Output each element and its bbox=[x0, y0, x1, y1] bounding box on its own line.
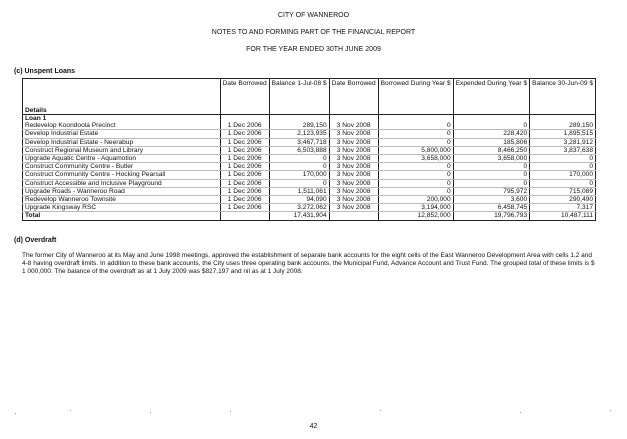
item-balance-close: 0 bbox=[530, 155, 596, 163]
total-label: Total bbox=[23, 212, 221, 220]
item-expended-during: 3,600 bbox=[453, 196, 530, 204]
group-label: Loan 1 bbox=[23, 115, 221, 123]
item-date-borrowed: 1 Dec 2006 bbox=[220, 179, 269, 187]
item-borrowed-during: 0 bbox=[378, 171, 453, 179]
item-date: 3 Nov 2008 bbox=[329, 187, 378, 195]
table-row bbox=[23, 130, 596, 138]
item-balance-close: 715,089 bbox=[530, 187, 596, 195]
item-borrowed-during: 0 bbox=[378, 179, 453, 187]
item-borrowed-during: 0 bbox=[378, 138, 453, 146]
item-expended-during: 185,806 bbox=[453, 138, 530, 146]
item-date: 3 Nov 2008 bbox=[329, 138, 378, 146]
report-org-title: CITY OF WANNEROO bbox=[277, 12, 350, 19]
item-balance-close: 0 bbox=[530, 179, 596, 187]
col-header-balance-close: Balance 30-Jun-09 $ bbox=[530, 79, 596, 115]
report-period-title: FOR THE YEAR ENDED 30TH JUNE 2009 bbox=[246, 46, 381, 53]
table-row bbox=[23, 179, 596, 187]
item-balance-close: 1,895,515 bbox=[530, 130, 596, 138]
section-c-title: (c) Unspent Loans bbox=[14, 68, 76, 75]
report-notes-title: NOTES TO AND FORMING PART OF THE FINANCIAL REPORT bbox=[211, 29, 416, 36]
item-balance-open: 0 bbox=[269, 179, 329, 187]
item-borrowed-during: 3,194,000 bbox=[378, 204, 453, 212]
item-balance-open: 6,503,888 bbox=[269, 146, 329, 154]
col-header-expended-during: Expended During Year $ bbox=[453, 79, 530, 115]
col-header-date: Date Borrowed bbox=[329, 79, 378, 115]
item-date: 3 Nov 2008 bbox=[329, 155, 378, 163]
item-borrowed-during: 0 bbox=[378, 163, 453, 171]
item-balance-open: 170,000 bbox=[269, 171, 329, 179]
item-details: Construct Regional Museum and Library bbox=[23, 146, 221, 154]
item-expended-during: 0 bbox=[453, 122, 530, 130]
item-balance-open: 94,090 bbox=[269, 196, 329, 204]
item-balance-close: 290,490 bbox=[530, 196, 596, 204]
item-details: Upgrade Kingsway RSC bbox=[23, 204, 221, 212]
item-details: Develop Industrial Estate - Neerabup bbox=[23, 138, 221, 146]
table-body bbox=[23, 115, 596, 212]
scan-speck bbox=[150, 412, 151, 413]
table-row bbox=[23, 163, 596, 171]
item-expended-during: 8,466,250 bbox=[453, 146, 530, 154]
item-balance-close: 289,150 bbox=[530, 122, 596, 130]
item-date-borrowed: 1 Dec 2006 bbox=[220, 146, 269, 154]
item-details: Construct Community Centre - Hocking Pearsall bbox=[23, 171, 221, 179]
item-date-borrowed: 1 Dec 2006 bbox=[220, 130, 269, 138]
item-expended-during: 0 bbox=[453, 171, 530, 179]
overdraft-paragraph: The former City of Wanneroo at its May and June 1998 meetings, approved the establishment of separate bank accounts for the eight cells of the East Wanneroo Development Area with cells 1,2 and 4-8 having overdraft limits. In addition to these bank accounts, the City uses three operating bank accounts, the Municipal Fund, Advance Account and Trust Fund. The grouped total of these limits is $ 1 000,000. The balance of the overdraft as at 1 July 2009 was $827,197 and nil as at 1 July 2008. bbox=[22, 252, 595, 275]
section-d-title: (d) Overdraft bbox=[14, 237, 57, 244]
scan-speck bbox=[70, 410, 71, 411]
item-expended-during: 795,972 bbox=[453, 187, 530, 195]
item-borrowed-during: 3,658,000 bbox=[378, 155, 453, 163]
item-balance-close: 7,317 bbox=[530, 204, 596, 212]
item-balance-open: 3,272,062 bbox=[269, 204, 329, 212]
group-row bbox=[23, 115, 596, 123]
item-expended-during: 6,458,745 bbox=[453, 204, 530, 212]
table-row bbox=[23, 187, 596, 195]
item-details: Upgrade Aquatic Centre - Aquamotion bbox=[23, 155, 221, 163]
item-borrowed-during: 0 bbox=[378, 130, 453, 138]
col-header-balance-open: Balance 1-Jul-08 $ bbox=[269, 79, 329, 115]
item-date: 3 Nov 2008 bbox=[329, 122, 378, 130]
table-header-row bbox=[23, 79, 596, 115]
item-date: 3 Nov 2008 bbox=[329, 171, 378, 179]
item-expended-during: 228,420 bbox=[453, 130, 530, 138]
item-date: 3 Nov 2008 bbox=[329, 146, 378, 154]
item-balance-close: 0 bbox=[530, 163, 596, 171]
item-borrowed-during: 5,800,000 bbox=[378, 146, 453, 154]
item-balance-close: 3,837,638 bbox=[530, 146, 596, 154]
item-balance-open: 289,150 bbox=[269, 122, 329, 130]
item-date: 3 Nov 2008 bbox=[329, 130, 378, 138]
scan-speck bbox=[380, 410, 381, 411]
total-expended-during: 19,796,793 bbox=[453, 212, 530, 220]
unspent-loans-table bbox=[22, 78, 596, 221]
item-expended-during: 0 bbox=[453, 179, 530, 187]
scan-speck bbox=[520, 412, 521, 413]
item-expended-during: 0 bbox=[453, 163, 530, 171]
item-date-borrowed: 1 Dec 2006 bbox=[220, 155, 269, 163]
item-balance-open: 3,467,718 bbox=[269, 138, 329, 146]
item-balance-close: 3,281,912 bbox=[530, 138, 596, 146]
item-borrowed-during: 0 bbox=[378, 187, 453, 195]
item-details: Construct Accessible and Inclusive Playground bbox=[23, 179, 221, 187]
table-row bbox=[23, 146, 596, 154]
item-borrowed-during: 0 bbox=[378, 122, 453, 130]
total-balance-open: 17,431,904 bbox=[269, 212, 329, 220]
page-number: 42 bbox=[309, 423, 318, 430]
col-header-date-borrowed: Date Borrowed bbox=[220, 79, 269, 115]
item-details: Develop Industrial Estate bbox=[23, 130, 221, 138]
item-balance-close: 170,000 bbox=[530, 171, 596, 179]
scan-speck bbox=[15, 413, 16, 414]
table-row bbox=[23, 138, 596, 146]
total-balance-close: 10,487,111 bbox=[530, 212, 596, 220]
item-borrowed-during: 200,000 bbox=[378, 196, 453, 204]
item-date: 3 Nov 2008 bbox=[329, 204, 378, 212]
total-row bbox=[23, 212, 596, 220]
item-date-borrowed: 1 Dec 2006 bbox=[220, 196, 269, 204]
scan-speck bbox=[230, 411, 231, 412]
item-details: Construct Community Centre - Butler bbox=[23, 163, 221, 171]
item-date: 3 Nov 2008 bbox=[329, 179, 378, 187]
col-header-details: Details bbox=[23, 79, 221, 115]
table-row bbox=[23, 204, 596, 212]
item-date-borrowed: 1 Dec 2006 bbox=[220, 187, 269, 195]
scan-speck bbox=[610, 410, 611, 411]
item-date-borrowed: 1 Dec 2006 bbox=[220, 171, 269, 179]
total-borrowed-during: 12,852,000 bbox=[378, 212, 453, 220]
item-details: Upgrade Roads - Wanneroo Road bbox=[23, 187, 221, 195]
table-row bbox=[23, 171, 596, 179]
item-date: 3 Nov 2008 bbox=[329, 196, 378, 204]
col-header-borrowed-during: Borrowed During Year $ bbox=[378, 79, 453, 115]
table-row bbox=[23, 155, 596, 163]
item-expended-during: 3,658,000 bbox=[453, 155, 530, 163]
item-details: Redevelop Wanneroo Townsite bbox=[23, 196, 221, 204]
item-date-borrowed: 1 Dec 2006 bbox=[220, 163, 269, 171]
item-details: Redevelop Koondoola Precinct bbox=[23, 122, 221, 130]
item-date-borrowed: 1 Dec 2006 bbox=[220, 138, 269, 146]
item-balance-open: 0 bbox=[269, 155, 329, 163]
table-row bbox=[23, 122, 596, 130]
item-date: 3 Nov 2008 bbox=[329, 163, 378, 171]
table-row bbox=[23, 196, 596, 204]
item-date-borrowed: 1 Dec 2006 bbox=[220, 122, 269, 130]
item-balance-open: 2,123,935 bbox=[269, 130, 329, 138]
item-date-borrowed: 1 Dec 2006 bbox=[220, 204, 269, 212]
item-balance-open: 0 bbox=[269, 163, 329, 171]
item-balance-open: 1,511,061 bbox=[269, 187, 329, 195]
